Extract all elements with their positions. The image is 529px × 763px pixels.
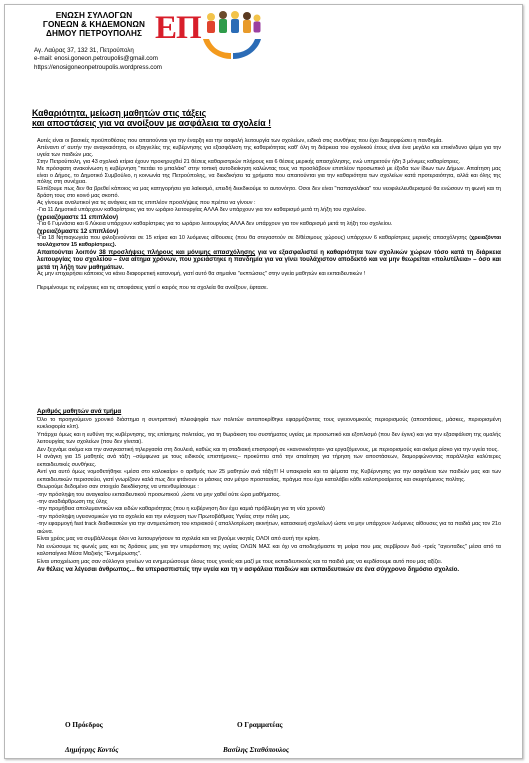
president-name: Δημήτρης Κοντός xyxy=(65,746,119,754)
email-text: e-mail: enosi.goneon.petroupolis@gmail.com xyxy=(34,55,158,63)
section-paragraph: Είναι υποχρέωση μας σαν σύλλογοι γονέων να ενημερώσουμε όλους τους γονείς και μαζί με τους εκπαιδευτικούς και τα παιδιά μας να κερδίσουμε αυτό που μας αξίζει. xyxy=(37,558,443,565)
secretary-role: Ο Γραμματέας xyxy=(237,721,283,729)
paragraph-hope: Ελπίζουμε πως δεν θα βρεθεί κάποιος να μας κατηγορήσει για λαϊκισμό, επειδή διεκδικούμε το αυτονόητο. Οσοι δεν είναι "παπαγαλάκια" του νεοφιλελευθερισμού θα ενώσουν τη φωνή και τη δράση τους στο κοινό μας σκοπό. xyxy=(37,186,501,200)
document-title-line-1: Καθαριότητα, μείωση μαθητών στις τάξεις xyxy=(32,108,207,118)
closing-statement: Αν θέλεις να λέγεσαι άνθρωπος... θα υπερασπιστείς την υγεία και τη ν ασφάλεια παιδιών και εκπαιδευτικών σε ένα σύγχρονο δημόσιο σχολείο. xyxy=(37,566,460,574)
secretary-name: Βασίλης Σταθόπουλος xyxy=(223,746,290,754)
paragraph-needs-intro: Ας γίνουμε αναλυτικοί για τις ανάγκες και τις επιπλέον προσλήψεις που πρέπει να γίνουν : xyxy=(37,200,256,207)
need-item-primary-total: (χρειαζόμαστε 11 επιπλέον) xyxy=(37,213,119,221)
section-paragraph: Αντί για αυτό όμως νομοθετήθηκε «μέσα στο καλοκαίρι» ο αριθμός των 25 μαθητών ανά τάξη!!! Η υπακρισία και τα ψέματα της Κυβέρνησης για την ασφάλεια των παιδιών μας και των εκπαιδευτικών περισσεύει, γιατί γνωρίζουν καλά πως δεν φτάνουν οι μάσκες σαν μέτρο προστασίας, πράγμα που έχει καταλάβει κάθε καλοπροαίρετος και σκεφτόμενος πολίτης. xyxy=(37,469,501,483)
list-item: -την πρόσληψη υγειονομικών για τα σχολεία και την ενίσχυση των Πρωτοβάθμιας Υγείας στην πόλη μας. xyxy=(37,513,291,520)
paragraph-lie: Απέναντι σ' αυτήν την αναγκαιότητα, οι εξαγγελίες της κυβέρνησης για εξασφάλιση της καθαριότητας καθ' όλη τη διάρκεια του σχολικού έτους είναι ένα μεγάλο και επικίνδυνο ψέμα για την υγεία των παιδιών μας. xyxy=(37,144,501,158)
section-paragraph: Η ανάγκη για 15 μαθητές ανά τάξη –σύμφωνα με τους ειδικούς επιστήμονες– προκύπτει από την απαίτηση για τήρηση των αποστάσεων, διαμορφώνοντας παράλληλα καλύτερες εκπαιδευτικές συνθήκες. xyxy=(37,454,501,468)
document-title xyxy=(32,108,271,128)
section-paragraph: Να ενώσουμε τις φωνές μας και τις δράσεις μας για την υπεράσπιση της υγείας ΟΛΩΝ ΜΑΣ και όχι να αποδεχόμαστε τη μοίρα που μας σερβίρουν δυό -τρείς "αγενταδες" μέσα από τα καλοπαίγνια Μέσα Μαζικής "Ενημέρωσης". xyxy=(37,543,501,558)
section-paragraph: Θεωρούμε δεδομένο σαν στοιχείο διεκδίκησης να υπενθυμίσουμε : xyxy=(37,484,199,491)
org-name-line-3: ΔΗΜΟΥ ΠΕΤΡΟΥΠΟΛΗΣ xyxy=(46,29,142,38)
section-heading: Αριθμός μαθητών ανά τμήμα xyxy=(37,408,122,415)
president-role: Ο Πρόεδρος xyxy=(65,721,103,729)
need-item-secondary: -Για 6 Γυμνάσια και 6 Λύκεια υπάρχουν καθαρίστριες για το ωράριο λειτουργίας ΑΛΛΑ δεν υπάρχουν για τον καθαρισμό μετά τη λήξη του σχολείου. xyxy=(37,221,393,228)
document-body xyxy=(37,138,501,292)
need-item-secondary-total: (χρειαζόμαστε 12 επιπλέον) xyxy=(37,228,119,236)
org-name-line-2: ΓΟΝΕΩΝ & ΚΗΔΕΜΟΝΩΝ xyxy=(42,20,146,29)
section-paragraph: Είναι χρέος μας να συμβάλλουμε όλοι να λειτουργήσουν τα σχολεία και να βγούμε νικητές ΟΛΟΙ από αυτή την κρίση. xyxy=(37,536,320,543)
website-link[interactable]: https://enosigoneonpetroupolis.wordpress.com xyxy=(34,63,162,71)
paragraph-petroupoli: Στην Πετρούπολη, για 43 σχολικά κτίρια έχουν προκηρυχθεί 21 θέσεις καθαριστριών πλήρους και 6 θέσεις μερικής απασχόλησης, ενώ υπηρετούν ήδη 3 μόνιμες καθαρίστριες. xyxy=(37,158,461,165)
section-paragraph: Όλο το προηγούμενο χρονικό διάστημα η συντριπτική πλειοψηφία των πολιτών ανταποκρίθηκε εφαρμόζοντας τους υγειονομικούς περιορισμούς (αποστάσεις, μάσκες, περιορισμένη κυκλοφορία κλπ). xyxy=(37,417,501,431)
section-paragraph: Δεν ξεχνάμε ακόμα και την αναγκαστική τηλεργασία στη δουλειά, καθώς και τη σταδιακή επιστροφή σε «κανονικότητα» για εργαζόμενους, με περιορισμούς και ακόμα ρίσκο για την υγεία τους. xyxy=(37,446,499,453)
contact-block xyxy=(34,47,162,72)
need-item-primary: -Για 11 Δημοτικά υπάρχουν καθαρίστριες για τον ωράριο λειτουργίας ΑΛΛΑ δεν υπάρχουν για τον καθαρισμό μετά τη λήξη του σχολείου. xyxy=(37,207,367,214)
org-name xyxy=(34,11,154,38)
section-paragraph: Υπάρχει όμως και η ευθύνη της κυβέρνησης, της επίσημης πολιτείας, για τη θωράκιση του συστήματος υγείας με προσωπικό και εξοπλισμό (που δεν έγινε) και για την εξασφάλιση της ομαλής λειτουργίας των σχολείων (που δεν γίνεται). xyxy=(37,431,501,446)
paragraph-government: Με πρόσφατη ανακοίνωση η κυβέρνηση "πετάει το μπαλάκι" στην τοπική αυτοδιοίκηση καλώντας τους να προσλάβουν επιπλέον προσωπικό με έξοδα των ίδιων των Δήμων. Απαίτηση μας είναι ο Δήμος, το Δημοτικό Συμβούλιο, η κοινωνία της Πετρούπολης, να διεκδικήσει τα χρήματα που απαιτούνται για την καθαριότητα των σχολείων κατά προτεραιότητα, αλλά και όλης της πόλης στη συνέχεια. xyxy=(37,165,501,186)
children-hands-logo-icon xyxy=(201,9,263,63)
ep-logo: ΕΠ xyxy=(155,10,201,46)
list-item: -την αναδιάρθρωση της ύλης xyxy=(37,498,108,505)
paragraph-waiting: Περιμένουμε τις ενέργειες και τις αποφάσεις γιατί ο καιρός που τα σχολεία θα ανοίξουν, έφτασε. xyxy=(37,284,269,291)
paragraph-demand: Απαιτούνται λοιπόν 38 προσλήψεις πλήρους και μόνιμης απασχόλησης για να εξασφαλιστεί η καθαριότητα των σχολικών χώρων τόσο κατά τη διάρκεια λειτουργίας του σχολείου – ένα αίτημα χρόνων, που χρειάστηκε η πανδημία για να γίνει τουλάχιστον αποδεκτό και να μην θεωρείται «πολυτέλεια» – όσο και μετά τη λήξη των μαθημάτων. xyxy=(37,249,501,271)
paragraph-intro: Αυτές είναι οι βασικές προϋποθέσεις που απαιτούνται για την έναρξη και την ασφαλή λειτουργία των σχολείων, ειδικά στις συνθήκες που έχει διαμορφώσει η πανδημία. xyxy=(37,138,443,144)
address-text: Αγ. Λαύρας 37, 132 31, Πετρούπολη xyxy=(34,47,134,54)
document-page xyxy=(4,4,523,759)
students-per-class-section xyxy=(37,408,501,573)
paragraph-warning: Ας μην επιχειρήσει κάποιος να κάνει διαφορετική κατανομή, γιατί αυτό θα σημαίνει "εκπτώσεις" στην υγεία μαθητών και εκπαιδευτικών ! xyxy=(37,270,366,277)
org-name-line-1: ΕΝΩΣΗ ΣΥΛΛΟΓΩΝ xyxy=(55,11,133,20)
list-item: -την εφαρμογή fast track διαδικασιών για την αντιμετώπιση του κτιριακού ( απαλλοτρίωση ακινήτων, κατασκευή σχολείων) ώστε να μην υπάρχουν λυόμενες αίθουσες για τα παιδιά μας τον 21ο αιώνα. xyxy=(37,521,501,535)
list-item: -την προμήθεια απολυμαντικών και ειδών καθαριότητας (που η κυβέρνηση δεν έχει καμιά πρόβλεψη για τη νέα χρονιά) xyxy=(37,506,325,513)
need-item-kindergarten: -Για 18 Νηπιαγωγεία που φιλοξενούνται σε 15 κτίρια και 10 λυόμενες αίθουσες (που θα στεγαστούν σε δ/θέσιμους χώρους) υπάρχουν 6 καθαρίστριες μερικής απασχόλησης (χρειαζόνται τουλάχιστον 15 καθαρίστριες). xyxy=(37,235,501,249)
document-title-line-2: και αποστάσεις για να ανοίξουν με ασφάλεια τα σχολεία ! xyxy=(32,118,272,128)
list-item: -την πρόσληψη του αναγκαίου εκπαιδευτικού προσωπικού ,ώστε να μην χαθεί ούτε ώρα μαθήματος. xyxy=(37,491,281,498)
